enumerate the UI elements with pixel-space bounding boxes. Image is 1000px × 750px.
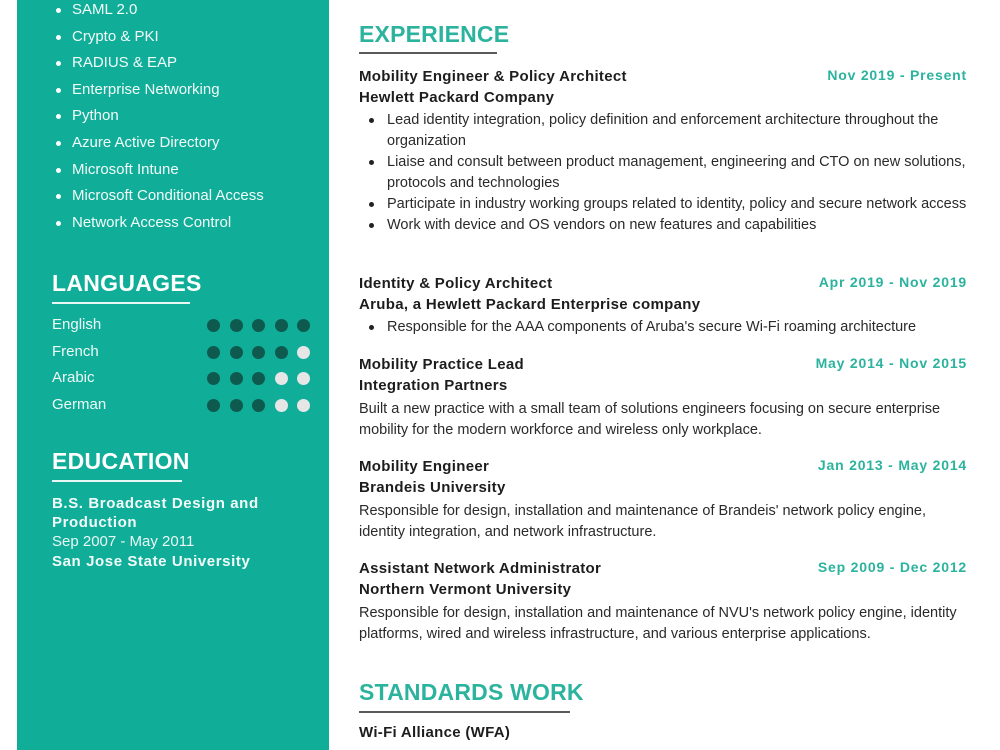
job-entry (359, 456, 967, 543)
job-bullet: Responsible for the AAA components of Aruba's secure Wi-Fi roaming architecture (359, 317, 967, 338)
job-description: Responsible for design, installation and maintenance of Brandeis' network policy engine, identity integration, and network infrastructure. (359, 503, 927, 540)
languages-heading: LANGUAGES (52, 270, 202, 296)
empty-dot-icon (297, 346, 310, 359)
language-name: Arabic (52, 369, 95, 386)
education-degree: B.S. Broadcast Design and Production (52, 495, 259, 531)
job-bullet: Participate in industry working groups related to identity, policy and secure network access (359, 194, 967, 215)
job-entry (359, 66, 967, 236)
job-company: Northern Vermont University (359, 581, 572, 598)
education-heading: EDUCATION (52, 448, 190, 474)
filled-dot-icon (207, 399, 220, 412)
education-entry (52, 494, 322, 571)
languages-divider (52, 302, 190, 304)
skill-item: Azure Active Directory (53, 133, 264, 160)
job-dates: Nov 2019 - Present (827, 67, 967, 83)
job-bullet: Lead identity integration, policy definition and enforcement architecture throughout the organization (359, 110, 967, 152)
proficiency-dots (207, 399, 310, 412)
filled-dot-icon (297, 319, 310, 332)
bullet-icon (369, 118, 374, 123)
language-name: French (52, 343, 99, 360)
bullet-icon (56, 35, 61, 40)
language-name: German (52, 396, 107, 413)
bullet-icon (369, 160, 374, 165)
bullet-icon (56, 61, 61, 66)
empty-dot-icon (275, 399, 288, 412)
job-title: Mobility Practice Lead (359, 356, 524, 373)
empty-dot-icon (297, 372, 310, 385)
skill-item: Enterprise Networking (53, 80, 264, 107)
experience-divider (359, 52, 497, 54)
bullet-icon (369, 202, 374, 207)
job-description: Built a new practice with a small team of solutions engineers focusing on secure enterprise mobility for the modern workforce and wireless only workplace. (359, 401, 941, 438)
skills-list (53, 0, 264, 239)
education-dates: Sep 2007 - May 2011 (52, 533, 195, 550)
bullet-icon (56, 8, 61, 13)
filled-dot-icon (252, 346, 265, 359)
job-bullet: Liaise and consult between product management, engineering and CTO on new solutions, protocols and technologies (359, 152, 967, 194)
filled-dot-icon (252, 399, 265, 412)
sidebar (17, 0, 329, 750)
filled-dot-icon (275, 346, 288, 359)
skill-item: SAML 2.0 (53, 0, 264, 27)
bullet-icon (56, 221, 61, 226)
filled-dot-icon (207, 346, 220, 359)
skill-item: Microsoft Conditional Access (53, 186, 264, 213)
job-title: Identity & Policy Architect (359, 275, 553, 292)
filled-dot-icon (207, 319, 220, 332)
job-company: Aruba, a Hewlett Packard Enterprise company (359, 296, 701, 313)
education-divider (52, 480, 182, 482)
language-row (52, 396, 312, 416)
bullet-icon (56, 114, 61, 119)
job-company: Brandeis University (359, 479, 506, 496)
proficiency-dots (207, 319, 310, 332)
job-title: Mobility Engineer (359, 458, 490, 475)
filled-dot-icon (230, 399, 243, 412)
language-name: English (52, 316, 102, 333)
empty-dot-icon (275, 372, 288, 385)
filled-dot-icon (230, 372, 243, 385)
bullet-icon (56, 194, 61, 199)
job-entry (359, 273, 967, 338)
skill-item: Microsoft Intune (53, 160, 264, 187)
job-dates: Sep 2009 - Dec 2012 (817, 559, 967, 575)
bullet-icon (56, 168, 61, 173)
standards-divider (359, 711, 570, 713)
language-row (52, 369, 312, 389)
filled-dot-icon (230, 346, 243, 359)
job-bullet: Work with device and OS vendors on new features and capabilities (359, 215, 967, 236)
filled-dot-icon (252, 372, 265, 385)
proficiency-dots (207, 346, 310, 359)
filled-dot-icon (207, 372, 220, 385)
bullet-icon (369, 223, 374, 228)
education-school: San Jose State University (52, 553, 251, 570)
standards-org: Wi-Fi Alliance (WFA) (359, 724, 511, 741)
job-company: Integration Partners (359, 377, 508, 394)
language-row (52, 316, 312, 336)
skill-item: Crypto & PKI (53, 27, 264, 54)
job-entry (359, 354, 967, 441)
job-description: Responsible for design, installation and maintenance of NVU's network policy engine, identity platforms, wired and wireless infrastructure, and various enterprise applications. (359, 605, 957, 642)
skill-item: Network Access Control (53, 213, 264, 240)
filled-dot-icon (275, 319, 288, 332)
empty-dot-icon (297, 399, 310, 412)
filled-dot-icon (230, 319, 243, 332)
job-bullets (359, 110, 967, 236)
language-row (52, 343, 312, 363)
job-dates: Jan 2013 - May 2014 (817, 457, 967, 473)
bullet-icon (369, 325, 374, 330)
bullet-icon (56, 88, 61, 93)
job-dates: May 2014 - Nov 2015 (815, 355, 967, 371)
job-bullets (359, 317, 967, 338)
standards-heading: STANDARDS WORK (359, 679, 584, 705)
filled-dot-icon (252, 319, 265, 332)
job-title: Assistant Network Administrator (359, 560, 602, 577)
bullet-icon (56, 141, 61, 146)
job-company: Hewlett Packard Company (359, 89, 555, 106)
job-entry (359, 558, 967, 645)
experience-heading: EXPERIENCE (359, 21, 510, 47)
skill-item: RADIUS & EAP (53, 53, 264, 80)
job-dates: Apr 2019 - Nov 2019 (818, 274, 967, 290)
skill-item: Python (53, 106, 264, 133)
proficiency-dots (207, 372, 310, 385)
job-title: Mobility Engineer & Policy Architect (359, 68, 627, 85)
